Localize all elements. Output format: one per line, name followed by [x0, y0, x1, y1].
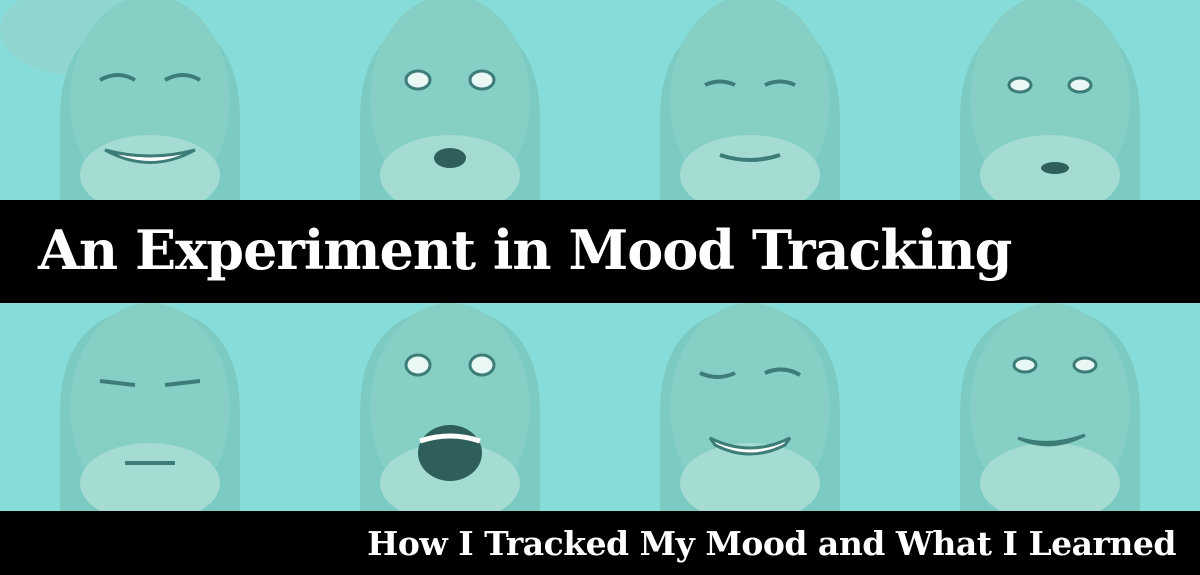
banner-subtitle: How I Tracked My Mood and What I Learned: [367, 524, 1176, 563]
face-excited-open-mouth: [300, 303, 600, 511]
subtitle-bar: [0, 511, 1200, 575]
face-wincing-grin: [600, 303, 900, 511]
face-big-smile: [0, 0, 300, 200]
face-sly-grin: [900, 303, 1200, 511]
title-bar: [0, 200, 1200, 303]
face-content: [600, 0, 900, 200]
banner-title: An Experiment in Mood Tracking: [38, 218, 1012, 282]
faces-top-row: [0, 0, 1200, 200]
face-serious: [0, 303, 300, 511]
faces-bottom-row: [0, 303, 1200, 511]
face-pondering: [900, 0, 1200, 200]
face-surprised: [300, 0, 600, 200]
